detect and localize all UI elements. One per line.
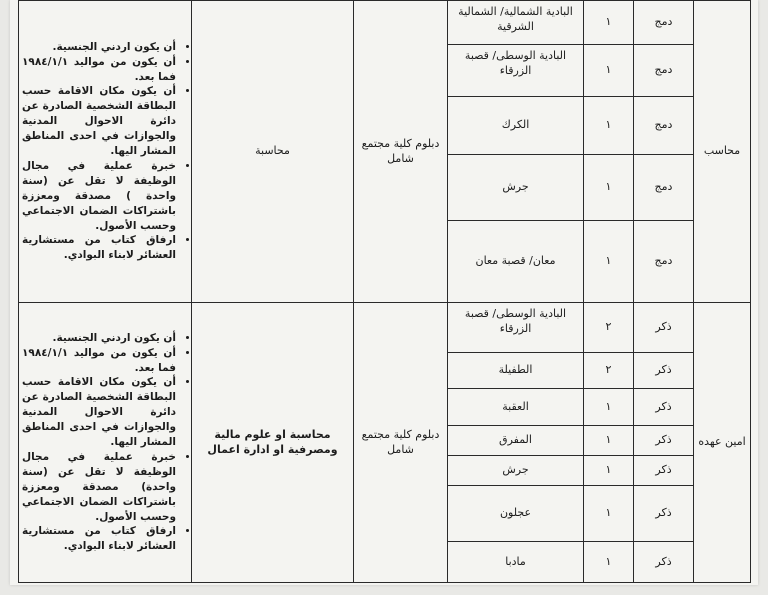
- gender-cell: دمج: [634, 97, 694, 155]
- region-cell: الطفيلة: [448, 353, 584, 389]
- gender-cell: دمج: [634, 155, 694, 221]
- job-vacancies-table: [18, 0, 751, 583]
- condition-item: • أن يكون مكان الاقامة حسب البطاقة الشخصية الصادرة عن دائرة الاحوال المدنية والجوازات في احدى المناطق المشار اليها.: [22, 84, 176, 159]
- count-cell: ١: [584, 389, 634, 426]
- count-cell: ١: [584, 1, 634, 45]
- count-cell: ١: [584, 426, 634, 456]
- condition-item: • أن يكون من مواليد ١٩٨٤/١/١ فما بعد.: [22, 346, 176, 376]
- gender-cell: ذكر: [634, 486, 694, 542]
- specialization-cell: محاسبة او علوم مالية ومصرفية او ادارة اعمال: [192, 303, 354, 583]
- condition-item: • أن يكون اردني الجنسية.: [22, 40, 176, 55]
- conditions-cell: [19, 303, 192, 583]
- region-cell: معان/ قصبة معان: [448, 221, 584, 303]
- gender-cell: ذكر: [634, 389, 694, 426]
- region-cell: عجلون: [448, 486, 584, 542]
- condition-item: • ارفاق كتاب من مستشارية العشائر لابناء البوادي.: [22, 233, 176, 263]
- count-cell: ١: [584, 155, 634, 221]
- condition-item: • أن يكون اردني الجنسية.: [22, 331, 176, 346]
- count-cell: ٢: [584, 303, 634, 353]
- condition-item: • أن يكون مكان الاقامة حسب البطاقة الشخصية الصادرة عن دائرة الاحوال المدنية والجوازات في احدى المناطق المشار اليها.: [22, 375, 176, 450]
- gender-cell: دمج: [634, 1, 694, 45]
- region-cell: جرش: [448, 456, 584, 486]
- count-cell: ١: [584, 486, 634, 542]
- region-cell: البادية الوسطى/ قصبة الزرقاء: [448, 45, 584, 97]
- region-cell: البادية الوسطى/ قصبة الزرقاء: [448, 303, 584, 353]
- gender-cell: ذكر: [634, 542, 694, 583]
- job-title-cell: محاسب: [694, 1, 751, 303]
- region-cell: الكرك: [448, 97, 584, 155]
- gender-cell: ذكر: [634, 426, 694, 456]
- region-cell: البادية الشمالية/ الشمالية الشرقية: [448, 1, 584, 45]
- gender-cell: دمج: [634, 221, 694, 303]
- count-cell: ١: [584, 456, 634, 486]
- qualification-cell: دبلوم كلية مجتمع شامل: [354, 303, 448, 583]
- condition-item: • ارفاق كتاب من مستشارية العشائر لابناء البوادي.: [22, 524, 176, 554]
- region-cell: المفرق: [448, 426, 584, 456]
- table-row: [19, 1, 751, 45]
- gender-cell: دمج: [634, 45, 694, 97]
- table-row: [19, 303, 751, 353]
- qualification-cell: دبلوم كلية مجتمع شامل: [354, 1, 448, 303]
- conditions-list: [22, 40, 188, 264]
- region-cell: مادبا: [448, 542, 584, 583]
- job-title-cell: امين عهده: [694, 303, 751, 583]
- document-page: [10, 0, 758, 585]
- gender-cell: ذكر: [634, 353, 694, 389]
- count-cell: ١: [584, 45, 634, 97]
- count-cell: ١: [584, 97, 634, 155]
- condition-item: • خبرة عملية في مجال الوظيفة لا تقل عن (سنة واحدة) مصدقة ومعززة باشتراكات الضمان الاجتماعي وحسب الأصول.: [22, 450, 176, 525]
- conditions-list: [22, 331, 188, 555]
- region-cell: العقبة: [448, 389, 584, 426]
- conditions-cell: [19, 1, 192, 303]
- condition-item: • خبرة عملية في مجال الوظيفة لا تقل عن (سنة واحدة ) مصدقة ومعززة باشتراكات الضمان الاجتماعي وحسب الأصول.: [22, 159, 176, 234]
- gender-cell: ذكر: [634, 456, 694, 486]
- condition-item: • أن يكون من مواليد ١٩٨٤/١/١ فما بعد.: [22, 55, 176, 85]
- region-cell: جرش: [448, 155, 584, 221]
- count-cell: ١: [584, 221, 634, 303]
- count-cell: ١: [584, 542, 634, 583]
- count-cell: ٢: [584, 353, 634, 389]
- specialization-cell: محاسبة: [192, 1, 354, 303]
- gender-cell: ذكر: [634, 303, 694, 353]
